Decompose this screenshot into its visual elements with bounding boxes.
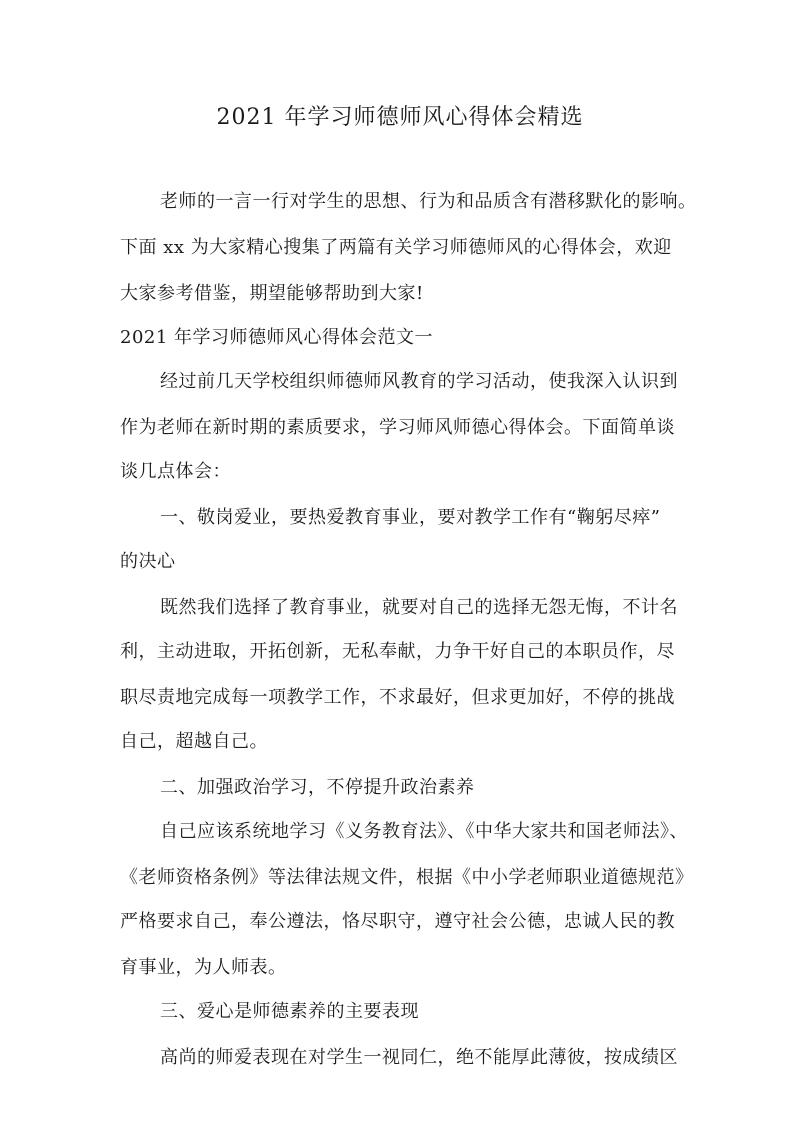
paragraph-line: 大家参考借鉴，期望能够帮助到大家! <box>120 283 424 304</box>
point-heading: 二、加强政治学习，不停提升政治素养 <box>160 777 475 798</box>
section-heading: 2021 年学习师德师风心得体会范文一 <box>120 327 434 348</box>
point-heading: 三、爱心是师德素养的主要表现 <box>160 1001 419 1022</box>
point-heading: 的决心 <box>120 551 176 572</box>
paragraph-line: 经过前几天学校组织师德师风教育的学习活动，使我深入认识到 <box>160 371 678 392</box>
paragraph-line: 作为老师在新时期的素质要求，学习师风师德心得体会。下面简单谈 <box>120 417 675 438</box>
paragraph-line: 利，主动进取，开拓创新，无私奉献，力争干好自己的本职员作，尽 <box>120 641 675 662</box>
paragraph-line: 严格要求自己，奉公遵法，恪尽职守，遵守社会公德，忠诚人民的教 <box>120 911 675 932</box>
paragraph-line: 《老师资格条例》等法律法规文件，根据《中小学老师职业道德规范》 <box>120 867 694 888</box>
paragraph-line: 职尽责地完成每一项教学工作，不求最好，但求更加好，不停的挑战 <box>120 687 675 708</box>
paragraph-line: 谈几点体会： <box>120 461 231 482</box>
paragraph-line: 自己，超越自己。 <box>120 731 268 752</box>
paragraph-line: 自己应该系统地学习《义务教育法》、《中华大家共和国老师法》、 <box>160 821 688 842</box>
paragraph-line: 下面 xx 为大家精心搜集了两篇有关学习师德师风的心得体会，欢迎 <box>120 237 672 258</box>
paragraph-line: 老师的一言一行对学生的思想、行为和品质含有潜移默化的影响。 <box>160 191 697 212</box>
point-heading: 一、敬岗爱业，要热爱教育事业，要对教学工作有“鞠躬尽瘁” <box>160 507 661 528</box>
document-title: 2021 年学习师德师风心得体会精选 <box>216 105 584 130</box>
paragraph-line: 高尚的师爱表现在对学生一视同仁，绝不能厚此薄彼，按成绩区 <box>160 1047 678 1068</box>
paragraph-line: 既然我们选择了教育事业，就要对自己的选择无怨无悔，不计名 <box>160 597 678 618</box>
paragraph-line: 育事业，为人师表。 <box>120 957 287 978</box>
